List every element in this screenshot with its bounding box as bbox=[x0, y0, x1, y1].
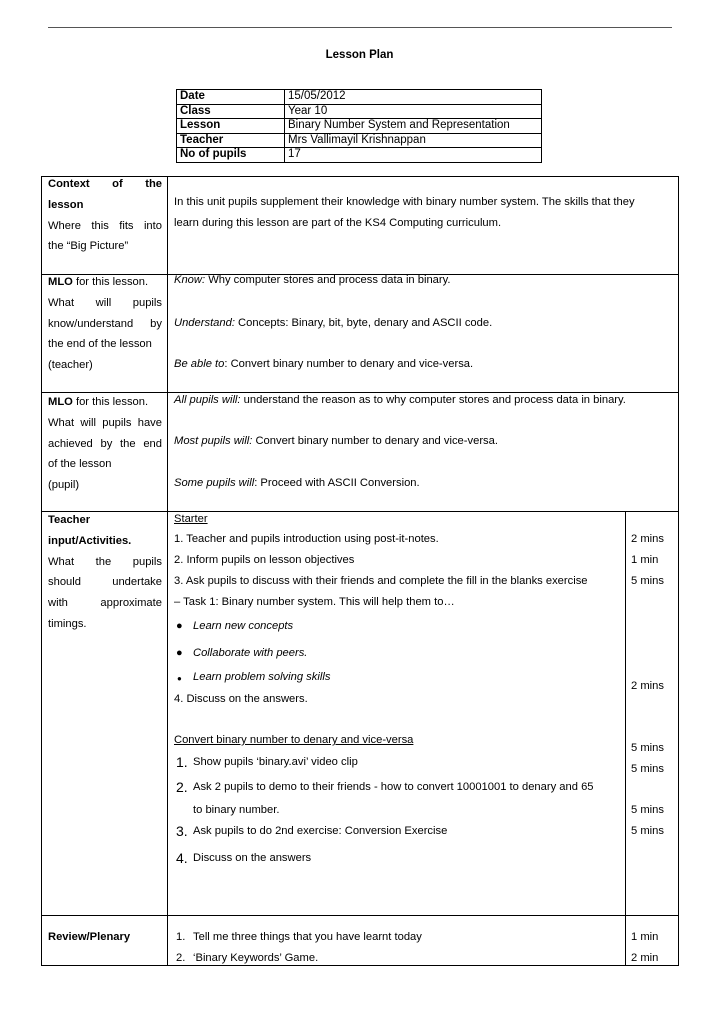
info-label: Teacher bbox=[177, 133, 285, 148]
context-label bbox=[48, 174, 162, 257]
info-row bbox=[177, 133, 542, 148]
mlo-label-line: achieved by the end bbox=[48, 437, 162, 450]
info-value: Binary Number System and Representation bbox=[285, 119, 542, 134]
info-value: 15/05/2012 bbox=[285, 90, 542, 105]
timing: 5 mins bbox=[631, 763, 664, 775]
timing: 5 mins bbox=[631, 825, 664, 837]
starter-item: – Task 1: Binary number system. This will help them to… bbox=[174, 596, 455, 608]
activities-label-line: should undertake bbox=[48, 576, 162, 589]
info-label: Date bbox=[177, 90, 285, 105]
mlo-label-rest: for this lesson. bbox=[72, 396, 149, 408]
convert-item: to binary number. bbox=[193, 804, 280, 816]
mlo-label-rest: for this lesson. bbox=[72, 276, 149, 288]
convert-item: Ask 2 pupils to demo to their friends - how to convert 10001001 to denary and 65 bbox=[193, 781, 594, 793]
context-label-line: Where this fits into bbox=[48, 219, 162, 232]
timing: 5 mins bbox=[631, 575, 664, 587]
timing: 5 mins bbox=[631, 804, 664, 816]
mlo-label-line: the end of the lesson bbox=[48, 338, 152, 351]
mlo-label-line: What will pupils have bbox=[48, 416, 162, 429]
page-title: Lesson Plan bbox=[325, 49, 394, 61]
context-label-line: lesson bbox=[48, 198, 84, 211]
mlo-label-line: (pupil) bbox=[48, 479, 80, 492]
mlo-label-bold: MLO bbox=[48, 396, 73, 408]
most-pupils-line: Most pupils will: Convert binary number to denary and vice-versa. bbox=[174, 435, 498, 447]
able-line: Be able to: Convert binary number to denary and vice-versa. bbox=[174, 358, 474, 370]
info-row bbox=[177, 104, 542, 119]
convert-item: Discuss on the answers bbox=[193, 852, 312, 864]
starter-item: 3. Ask pupils to discuss with their friends and complete the fill in the blanks exercise bbox=[174, 575, 588, 587]
activities-label-line: What the pupils bbox=[48, 555, 162, 568]
timing: 1 min bbox=[631, 931, 659, 943]
info-row bbox=[177, 90, 542, 105]
bullet-item: Learn new concepts bbox=[193, 620, 294, 632]
bullet-icon: ● bbox=[176, 647, 183, 659]
review-item: ‘Binary Keywords’ Game. bbox=[193, 952, 319, 964]
mlo-teacher-label bbox=[48, 272, 162, 376]
list-number: 1. bbox=[176, 754, 188, 770]
starter-item: 2. Inform pupils on lesson objectives bbox=[174, 554, 355, 566]
row-divider bbox=[41, 915, 679, 916]
context-label-line: Context of the bbox=[48, 178, 162, 190]
bullet-icon: ● bbox=[177, 674, 182, 683]
starter-heading: Starter bbox=[174, 513, 208, 525]
starter-item: 1. Teacher and pupils introduction using post-it-notes. bbox=[174, 533, 439, 545]
info-value: Mrs Vallimayil Krishnappan bbox=[285, 133, 542, 148]
context-text: In this unit pupils supplement their knowledge with binary number system. The skills that they bbox=[174, 196, 635, 208]
bullet-item: Collaborate with peers. bbox=[193, 647, 308, 659]
info-label: Lesson bbox=[177, 119, 285, 134]
list-number: 1. bbox=[176, 931, 186, 943]
mlo-pupil-label bbox=[48, 392, 162, 496]
info-label: Class bbox=[177, 104, 285, 119]
review-label: Review/Plenary bbox=[48, 931, 131, 943]
review-item: Tell me three things that you have learnt today bbox=[193, 931, 422, 943]
activities-label-line: input/Activities. bbox=[48, 534, 132, 547]
list-number: 2. bbox=[176, 952, 186, 964]
list-number: 4. bbox=[176, 850, 188, 866]
timing-column-divider bbox=[625, 512, 626, 966]
timing: 1 min bbox=[631, 554, 659, 566]
list-number: 2. bbox=[176, 779, 188, 795]
info-row bbox=[177, 119, 542, 134]
timing: 2 mins bbox=[631, 680, 664, 692]
list-number: 3. bbox=[176, 823, 188, 839]
mlo-label-bold: MLO bbox=[48, 276, 73, 288]
info-label: No of pupils bbox=[177, 148, 285, 163]
mlo-label-line: What will pupils bbox=[48, 296, 162, 309]
starter-item: 4. Discuss on the answers. bbox=[174, 693, 308, 705]
info-row bbox=[177, 148, 542, 163]
activities-label-line: with approximate bbox=[48, 597, 162, 610]
context-label-line: the “Big Picture” bbox=[48, 240, 129, 253]
activities-label-line: Teacher bbox=[48, 514, 91, 526]
understand-line: Understand: Concepts: Binary, bit, byte, denary and ASCII code. bbox=[174, 317, 493, 329]
activities-label-line: timings. bbox=[48, 617, 87, 630]
some-pupils-line: Some pupils will: Proceed with ASCII Conversion. bbox=[174, 477, 420, 489]
timing: 2 min bbox=[631, 952, 659, 964]
info-value: Year 10 bbox=[285, 104, 542, 119]
info-value: 17 bbox=[285, 148, 542, 163]
convert-heading: Convert binary number to denary and vice-versa bbox=[174, 734, 414, 746]
mlo-label-line: know/understand by bbox=[48, 317, 162, 330]
top-rule bbox=[48, 27, 672, 28]
lesson-info-table bbox=[176, 89, 542, 163]
know-line: Know: Why computer stores and process data in binary. bbox=[174, 274, 451, 286]
mlo-label-line: of the lesson bbox=[48, 458, 112, 471]
context-text: learn during this lesson are part of the KS4 Computing curriculum. bbox=[174, 217, 502, 229]
convert-item: Ask pupils to do 2nd exercise: Conversion Exercise bbox=[193, 825, 448, 837]
column-divider bbox=[167, 176, 168, 966]
timing: 2 mins bbox=[631, 533, 664, 545]
bullet-icon: ● bbox=[176, 620, 183, 632]
timing: 5 mins bbox=[631, 742, 664, 754]
bullet-item: Learn problem solving skills bbox=[193, 671, 331, 683]
convert-item: Show pupils ‘binary.avi’ video clip bbox=[193, 756, 358, 768]
activities-label bbox=[48, 510, 162, 635]
mlo-label-line: (teacher) bbox=[48, 359, 93, 372]
all-pupils-line: All pupils will: understand the reason as to why computer stores and process data in binary. bbox=[174, 394, 626, 406]
